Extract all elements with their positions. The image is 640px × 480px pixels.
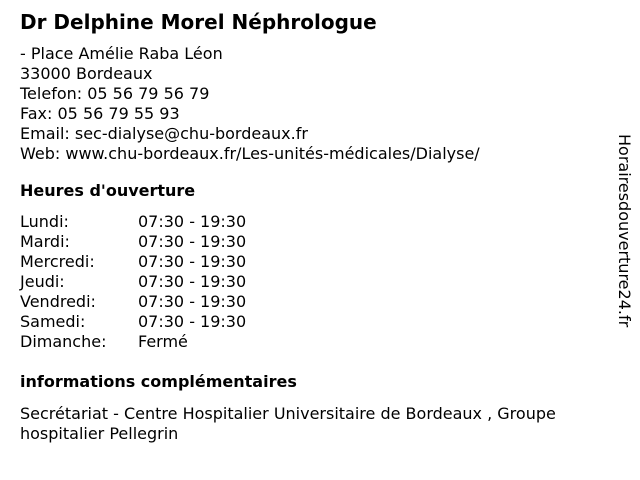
address-line-2: 33000 Bordeaux bbox=[20, 64, 153, 83]
web-label: Web: bbox=[20, 144, 61, 163]
day-label: Jeudi: bbox=[20, 272, 65, 291]
time-value: 07:30 - 19:30 bbox=[138, 312, 247, 331]
fax-line bbox=[20, 104, 610, 124]
phone-value[interactable]: 05 56 79 56 79 bbox=[87, 84, 210, 103]
hours-row-thursday bbox=[20, 272, 610, 292]
hours-heading: Heures d'ouverture bbox=[20, 181, 196, 200]
contact-block bbox=[20, 44, 610, 164]
day-label: Mardi: bbox=[20, 232, 70, 251]
day-label: Dimanche: bbox=[20, 332, 107, 351]
listing-card bbox=[20, 8, 610, 444]
info-text: Secrétariat - Centre Hospitalier Universitaire de Bordeaux , Groupe hospitalier Pellegrin bbox=[20, 404, 556, 443]
address-line-1: - Place Amélie Raba Léon bbox=[20, 44, 223, 63]
email-label: Email: bbox=[20, 124, 70, 143]
hours-row-saturday bbox=[20, 312, 610, 332]
phone-label: Telefon: bbox=[20, 84, 83, 103]
hours-row-tuesday bbox=[20, 232, 610, 252]
email-link[interactable]: sec-dialyse@chu-bordeaux.fr bbox=[74, 124, 308, 143]
phone-line bbox=[20, 84, 610, 104]
fax-value: 05 56 79 55 93 bbox=[57, 104, 180, 123]
time-value: 07:30 - 19:30 bbox=[138, 292, 247, 311]
hours-row-monday bbox=[20, 212, 610, 232]
info-heading: informations complémentaires bbox=[20, 372, 297, 391]
time-value: Fermé bbox=[138, 332, 188, 351]
web-line bbox=[20, 144, 610, 164]
day-label: Mercredi: bbox=[20, 252, 95, 271]
time-value: 07:30 - 19:30 bbox=[138, 212, 247, 231]
email-line bbox=[20, 124, 610, 144]
time-value: 07:30 - 19:30 bbox=[138, 252, 247, 271]
hours-table bbox=[20, 212, 610, 352]
time-value: 07:30 - 19:30 bbox=[138, 232, 247, 251]
time-value: 07:30 - 19:30 bbox=[138, 272, 247, 291]
web-link[interactable]: www.chu-bordeaux.fr/Les-unités-médicales/Dialyse/ bbox=[65, 144, 480, 163]
day-label: Vendredi: bbox=[20, 292, 96, 311]
day-label: Samedi: bbox=[20, 312, 86, 331]
hours-row-sunday bbox=[20, 332, 610, 352]
fax-label: Fax: bbox=[20, 104, 53, 123]
hours-row-friday bbox=[20, 292, 610, 312]
site-watermark: Horairesdouverture24.fr bbox=[615, 134, 634, 328]
day-label: Lundi: bbox=[20, 212, 69, 231]
page-title: Dr Delphine Morel Néphrologue bbox=[20, 10, 377, 34]
hours-row-wednesday bbox=[20, 252, 610, 272]
